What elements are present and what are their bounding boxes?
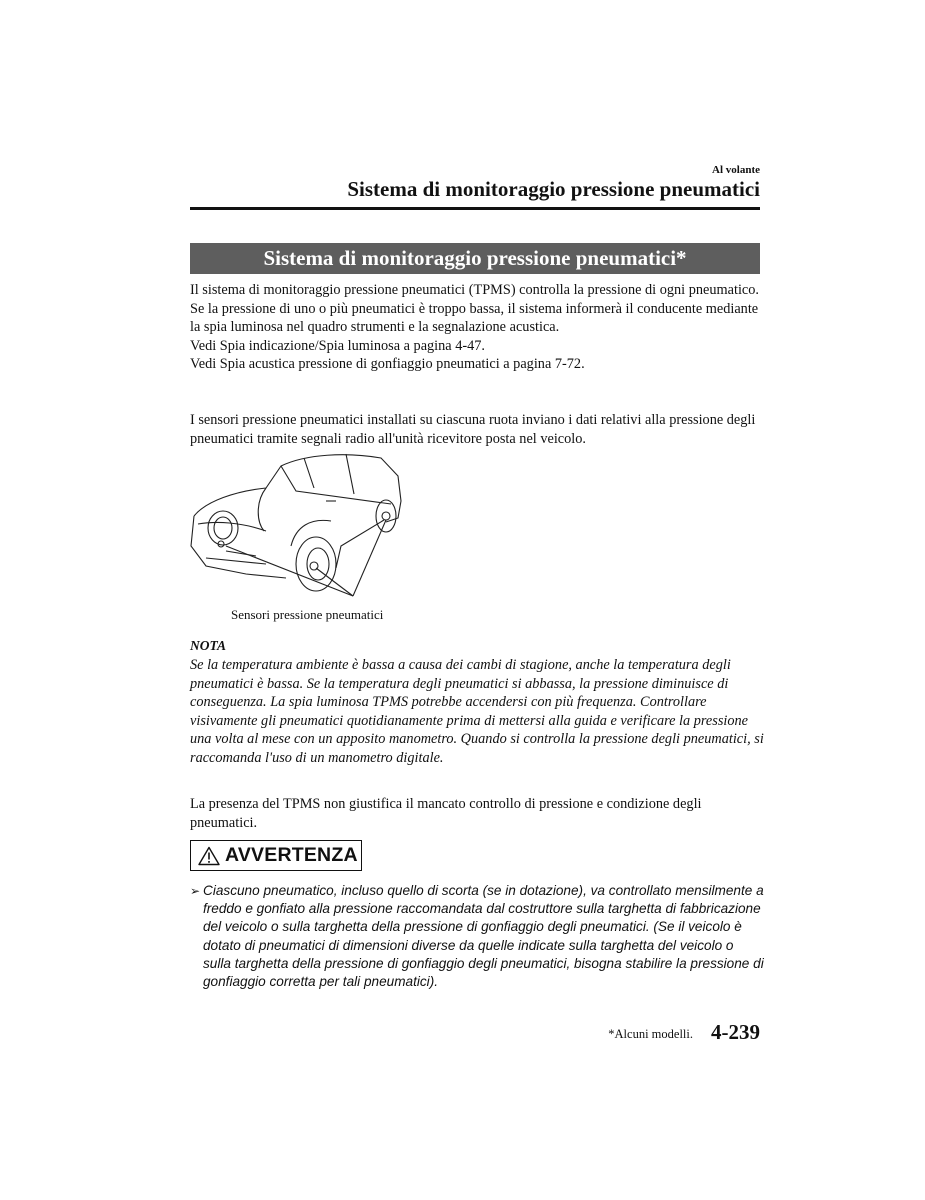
warning-text xyxy=(190,882,765,991)
figure-caption: Sensori pressione pneumatici xyxy=(231,607,384,622)
note-heading: NOTA xyxy=(190,638,227,653)
tpms-paragraph: La presenza del TPMS non giustifica il mancato controllo di pressione e condizione degli pneumatici. xyxy=(190,796,702,831)
intro-paragraph xyxy=(190,281,765,374)
warning-triangle-icon xyxy=(198,846,220,866)
warning-box xyxy=(190,840,362,871)
sensors-paragraph: I sensori pressione pneumatici installati su ciascuna ruota inviano i dati relativi alla pressione degli pneumatici tramite segnali radio all'unità ricevitore posta nel veicolo. xyxy=(190,412,756,447)
warning-bullet: Ciascuno pneumatico, incluso quello di scorta (se in dotazione), va controllato mensilmente a freddo e gonfiato alla pressione raccomandata dal costruttore sulla targhetta di fabbricazione del veicolo o sulla targhetta della pressione di gonfiaggio degli pneumatici. (Se il veicolo è dotato di pneumatici di dimensioni diverse da quelle indicate sulla targhetta del veicolo o sulla targhetta della pressione di gonfiaggio degli pneumatici, bisogna stabilire la pressione di gonfiaggio corretta per tali pneumatici). xyxy=(203,883,764,990)
car-illustration xyxy=(186,446,416,606)
intro-line: Vedi Spia indicazione/Spia luminosa a pagina 4-47. xyxy=(190,337,486,354)
intro-line: Il sistema di monitoraggio pressione pneumatici (TPMS) controlla la pressione di ogni pneumatico. xyxy=(190,282,759,298)
page-header-title: Sistema di monitoraggio pressione pneumatici xyxy=(347,177,760,201)
intro-line: Vedi Spia acustica pressione di gonfiaggio pneumatici a pagina 7-72. xyxy=(190,356,585,373)
chapter-label: Al volante xyxy=(712,164,760,176)
intro-line: Se la pressione di uno o più pneumatici è troppo bassa, il sistema informerà il conducente mediante la spia luminosa nel quadro strumenti e la segnalazione acustica. xyxy=(190,300,759,336)
note-text: Se la temperatura ambiente è bassa a causa dei cambi di stagione, anche la temperatura degli pneumatici è bassa. Se la temperatura degli pneumatici si abbassa, la pressione diminuisce di conseguenza. La spia luminosa TPMS potrebbe accendersi con più frequenza. Controllare visivamente gli pneumatici quotidianamente prima di mettersi alla guida e verificare la pressione una volta al mese con un apposito manometro. Quando si controlla la pressione degli pneumatici, si raccomanda l'uso di un manometro digitale. xyxy=(190,657,764,766)
bullet-arrow-icon: ➢ xyxy=(190,884,201,898)
warning-label: AVVERTENZA xyxy=(225,844,358,866)
header-divider xyxy=(190,207,760,210)
footnote: *Alcuni modelli. xyxy=(608,1027,693,1041)
section-title: Sistema di monitoraggio pressione pneumatici* xyxy=(190,243,760,274)
page-number: 4-239 xyxy=(711,1020,760,1044)
